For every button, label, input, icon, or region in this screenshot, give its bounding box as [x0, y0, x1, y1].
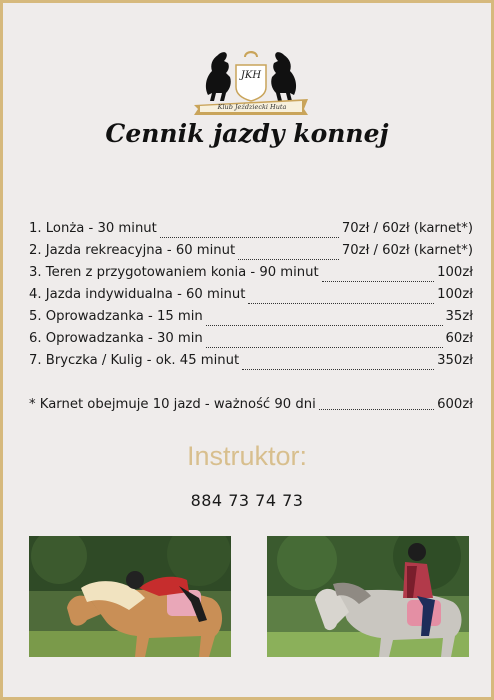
- pass-note-text: * Karnet obejmuje 10 jazd - ważność 90 dni: [29, 397, 316, 412]
- service-price: 100zł: [437, 287, 473, 302]
- service-price: 70zł / 60zł (karnet*): [341, 221, 473, 236]
- price-row: [29, 309, 473, 331]
- club-logo: [190, 43, 312, 119]
- service-price: 350zł: [437, 353, 473, 368]
- photo-girl-riding-horse: [267, 536, 469, 657]
- service-name: 4. Jazda indywidualna - 60 minut: [29, 287, 246, 302]
- service-price: 60zł: [445, 331, 473, 346]
- price-row: [29, 243, 473, 265]
- service-price: 35zł: [445, 309, 473, 324]
- dot-leader: [160, 237, 339, 238]
- dot-leader: [322, 281, 434, 282]
- dot-leader: [206, 347, 443, 348]
- page-title: Cennik jazdy konnej: [105, 119, 389, 148]
- price-list: [29, 221, 473, 375]
- pass-note: [29, 397, 473, 412]
- service-name: 2. Jazda rekreacyjna - 60 minut: [29, 243, 236, 258]
- service-name: 7. Bryczka / Kulig - ok. 45 minut: [29, 353, 240, 368]
- dot-leader: [248, 303, 434, 304]
- price-row: [29, 287, 473, 309]
- phone-number[interactable]: 884 73 74 73: [190, 491, 304, 510]
- logo-monogram: JKH: [240, 70, 262, 81]
- price-row: [29, 221, 473, 243]
- service-name: 5. Oprowadzanka - 15 min: [29, 309, 203, 324]
- service-price: 100zł: [437, 265, 473, 280]
- dot-leader: [242, 369, 434, 370]
- service-name: 6. Oprowadzanka - 30 min: [29, 331, 203, 346]
- price-row: [29, 331, 473, 353]
- dot-leader: [238, 259, 339, 260]
- photo-girl-hugging-horse: [29, 536, 231, 657]
- dot-leader: [319, 409, 434, 410]
- price-row: [29, 265, 473, 287]
- service-name: 3. Teren z przygotowaniem konia - 90 minut: [29, 265, 319, 280]
- price-row: [29, 353, 473, 375]
- dot-leader: [206, 325, 443, 326]
- service-price: 70zł / 60zł (karnet*): [341, 243, 473, 258]
- logo-ribbon-text: Klub Jeździecki Huta: [217, 103, 287, 111]
- pass-note-price: 600zł: [437, 397, 473, 412]
- instructor-heading: Instruktor:: [186, 441, 308, 471]
- service-name: 1. Lonża - 30 minut: [29, 221, 157, 236]
